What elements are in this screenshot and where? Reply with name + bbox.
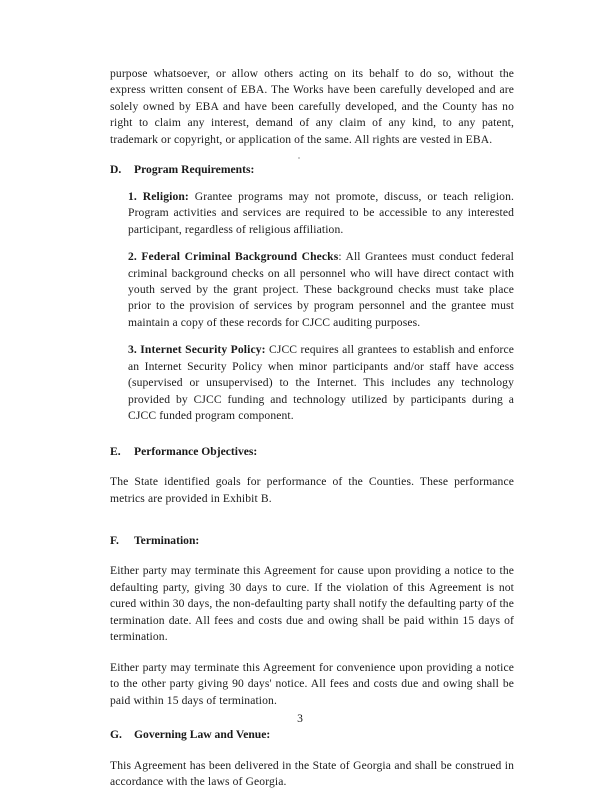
- section-g-paragraph-1: This Agreement has been delivered in the State of Georgia and shall be construed in accordance with the laws of Georgia.: [110, 758, 514, 788]
- document-body: [110, 66, 514, 800]
- section-e-paragraph-1: The State identified goals for performance of the Counties. These performance metrics are provided in Exhibit B.: [110, 475, 514, 505]
- section-title-d: Program Requirements:: [134, 163, 255, 177]
- section-heading-e: [110, 444, 514, 460]
- requirement-item-2: [110, 249, 514, 331]
- section-letter-e: E.: [110, 444, 121, 458]
- spacer: [110, 517, 514, 533]
- requirement-item-3-text: CJCC requires all grantees to establish and enforce an Internet Security Policy when minor participants and/or staff have access (supervised or unsupervised) to the Internet. This includes any technology provided by CJCC funding and technology utilized by participants during a CJCC funded program component.: [128, 343, 514, 423]
- section-f-paragraph-2: Either party may terminate this Agreement for convenience upon providing a notice to the other party giving 90 days' notice. All fees and costs due and owing shall be paid within 15 days of termination.: [110, 660, 514, 707]
- section-title-g: Governing Law and Venue:: [134, 728, 271, 742]
- section-title-e: Performance Objectives:: [134, 444, 258, 458]
- requirement-item-3: [110, 342, 514, 424]
- requirement-item-1-text: Grantee programs may not promote, discuss, or teach religion. Program activities and services are required to be accessible to any interested participant, regardless of religious affiliation.: [128, 189, 514, 236]
- page-number: 3: [297, 712, 303, 725]
- section-heading-d: [110, 162, 514, 178]
- section-letter-f: F.: [110, 533, 119, 547]
- section-f-paragraph-1: Either party may terminate this Agreement for cause upon providing a notice to the defaulting party, giving 30 days to cure. If the violation of this Agreement is not cured within 30 days, the non-defaulting party shall notify the defaulting party of the termination date. All fees and costs due and owing shall be paid within 15 days of termination.: [110, 564, 514, 644]
- section-letter-d: D.: [110, 163, 122, 177]
- section-heading-g: [110, 727, 514, 743]
- section-letter-g: G.: [110, 728, 122, 742]
- section-title-f: Termination:: [134, 533, 200, 547]
- intro-paragraph: purpose whatsoever, or allow others acting on its behalf to do so, without the express written consent of EBA. The Works have been carefully developed and are solely owned by EBA and have been carefully developed, and the County has no right to claim any interest, demand of any claim of any kind, to any patent, trademark or copyright, or application of the same. All rights are vested in EBA.: [110, 67, 514, 146]
- requirement-item-1-lead: 1. Religion:: [128, 189, 189, 203]
- spacer: [110, 436, 514, 444]
- requirement-item-3-lead: 3. Internet Security Policy:: [128, 343, 266, 357]
- requirement-item-1: [110, 189, 514, 238]
- section-heading-f: [110, 533, 514, 549]
- requirement-item-2-lead: 2. Federal Criminal Background Checks: [128, 250, 339, 264]
- requirement-item-2-text: : All Grantees must conduct federal criminal background checks on all personnel who will have direct contact with youth served by the grant project. These background checks must take place prior to the provision of services by program personnel and the grantee must maintain a copy of these records for CJCC auditing purposes.: [128, 250, 514, 329]
